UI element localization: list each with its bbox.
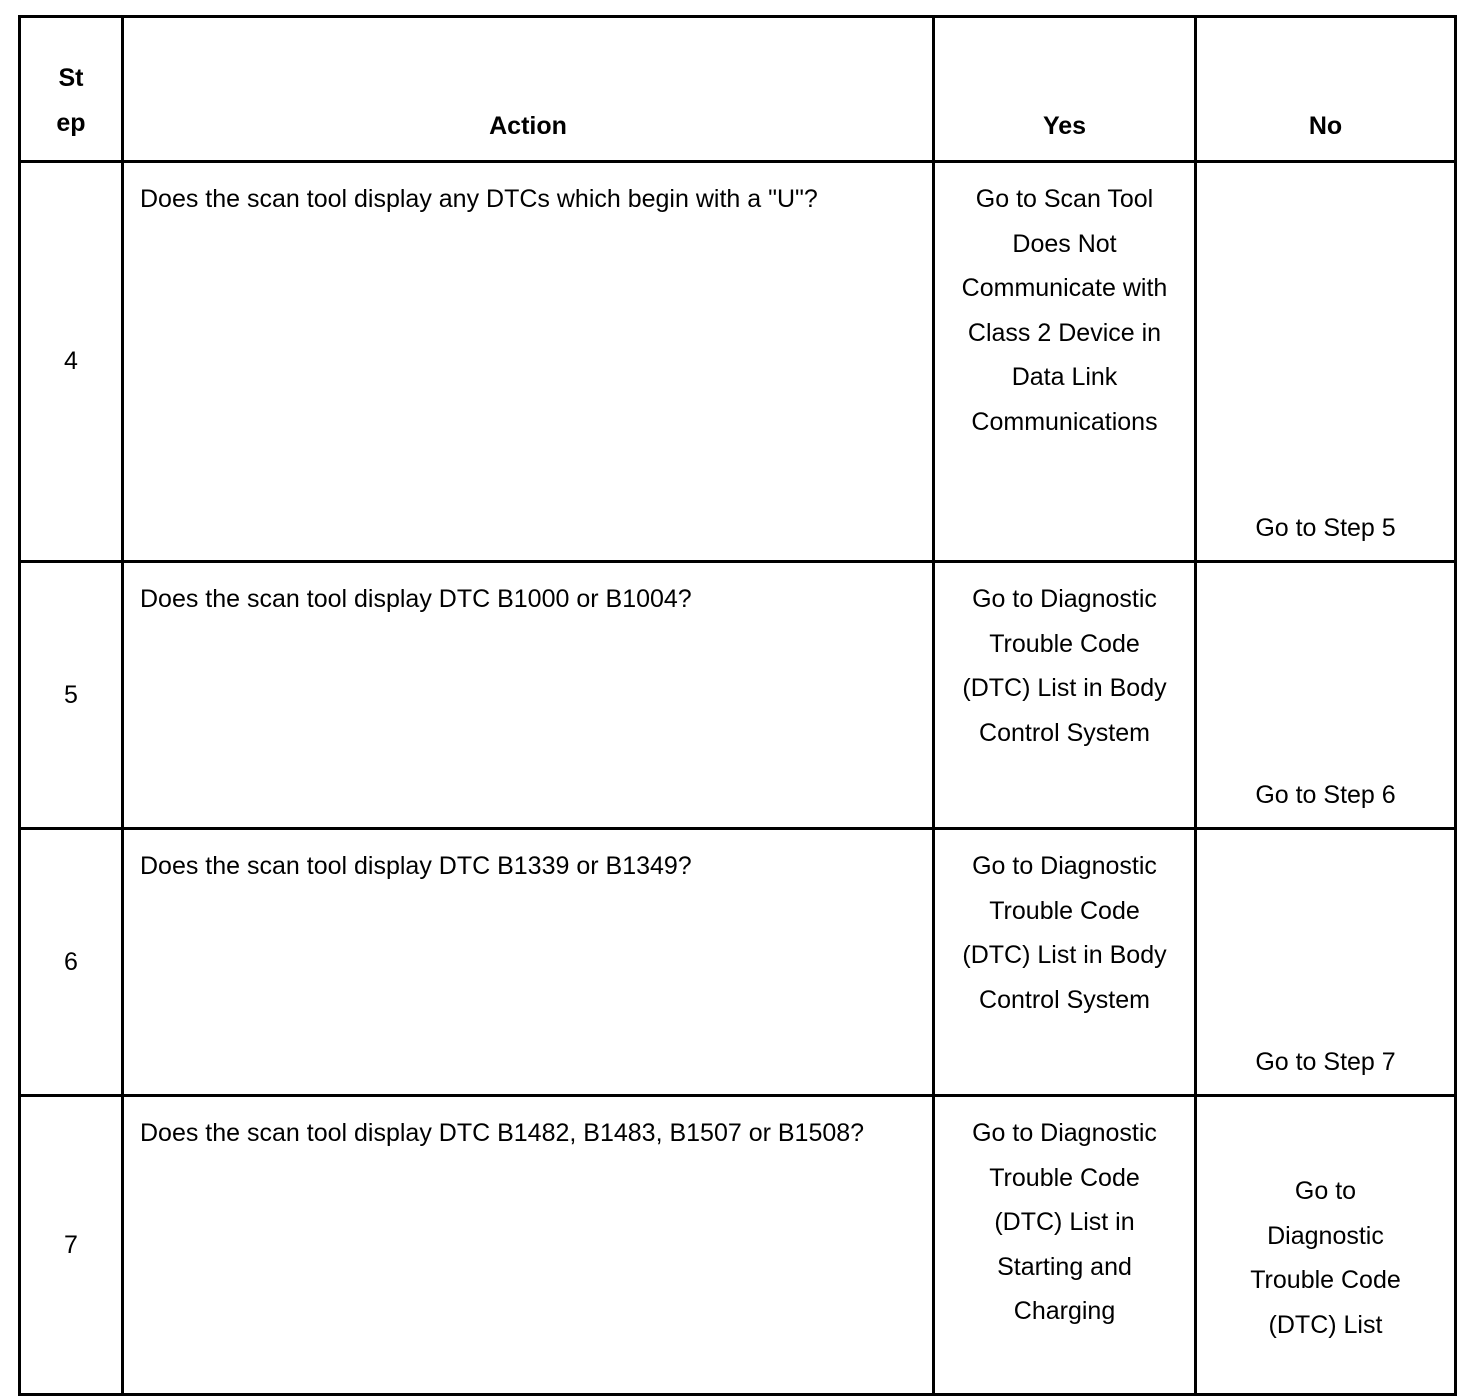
no-link[interactable]: Go to Step 6: [1255, 780, 1396, 809]
column-header-yes: Yes: [934, 17, 1196, 162]
action-cell: Does the scan tool display DTC B1339 or B1349?: [123, 829, 934, 1096]
yes-cell: [934, 1096, 1196, 1395]
no-cell: [1196, 162, 1456, 562]
step-number-cell: 7: [20, 1096, 123, 1395]
column-header-step: [20, 17, 123, 162]
yes-cell: [934, 829, 1196, 1096]
table-row: [20, 1096, 1456, 1395]
yes-link[interactable]: Go to Diagnostic Trouble Code (DTC) List in Body Control System: [962, 585, 1167, 747]
action-cell: Does the scan tool display DTC B1000 or B1004?: [123, 562, 934, 829]
no-link[interactable]: Go to Step 5: [1255, 513, 1396, 542]
no-link[interactable]: Go to Step 7: [1255, 1047, 1396, 1076]
yes-cell: [934, 162, 1196, 562]
yes-cell: [934, 562, 1196, 829]
diagnostic-steps-table: [18, 15, 1457, 1396]
step-number-cell: 6: [20, 829, 123, 1096]
no-cell: [1196, 1096, 1456, 1395]
table-header-row: [20, 17, 1456, 162]
no-cell: [1196, 829, 1456, 1096]
no-cell: [1196, 562, 1456, 829]
no-link[interactable]: Go to Diagnostic Trouble Code (DTC) List: [1250, 1177, 1401, 1339]
table-row: [20, 829, 1456, 1096]
column-header-action: Action: [123, 17, 934, 162]
table-row: [20, 162, 1456, 562]
action-cell: Does the scan tool display any DTCs which begin with a "U"?: [123, 162, 934, 562]
column-header-no: No: [1196, 17, 1456, 162]
column-header-step-line2: ep: [56, 108, 86, 137]
yes-link[interactable]: Go to Diagnostic Trouble Code (DTC) List in Starting and Charging: [972, 1119, 1157, 1325]
action-cell: Does the scan tool display DTC B1482, B1483, B1507 or B1508?: [123, 1096, 934, 1395]
table-row: [20, 562, 1456, 829]
step-number-cell: 5: [20, 562, 123, 829]
yes-link[interactable]: Go to Diagnostic Trouble Code (DTC) List in Body Control System: [962, 852, 1167, 1014]
column-header-step-line1: St: [58, 64, 84, 92]
step-number-cell: 4: [20, 162, 123, 562]
yes-link[interactable]: Go to Scan Tool Does Not Communicate with Class 2 Device in Data Link Communications: [961, 185, 1168, 436]
